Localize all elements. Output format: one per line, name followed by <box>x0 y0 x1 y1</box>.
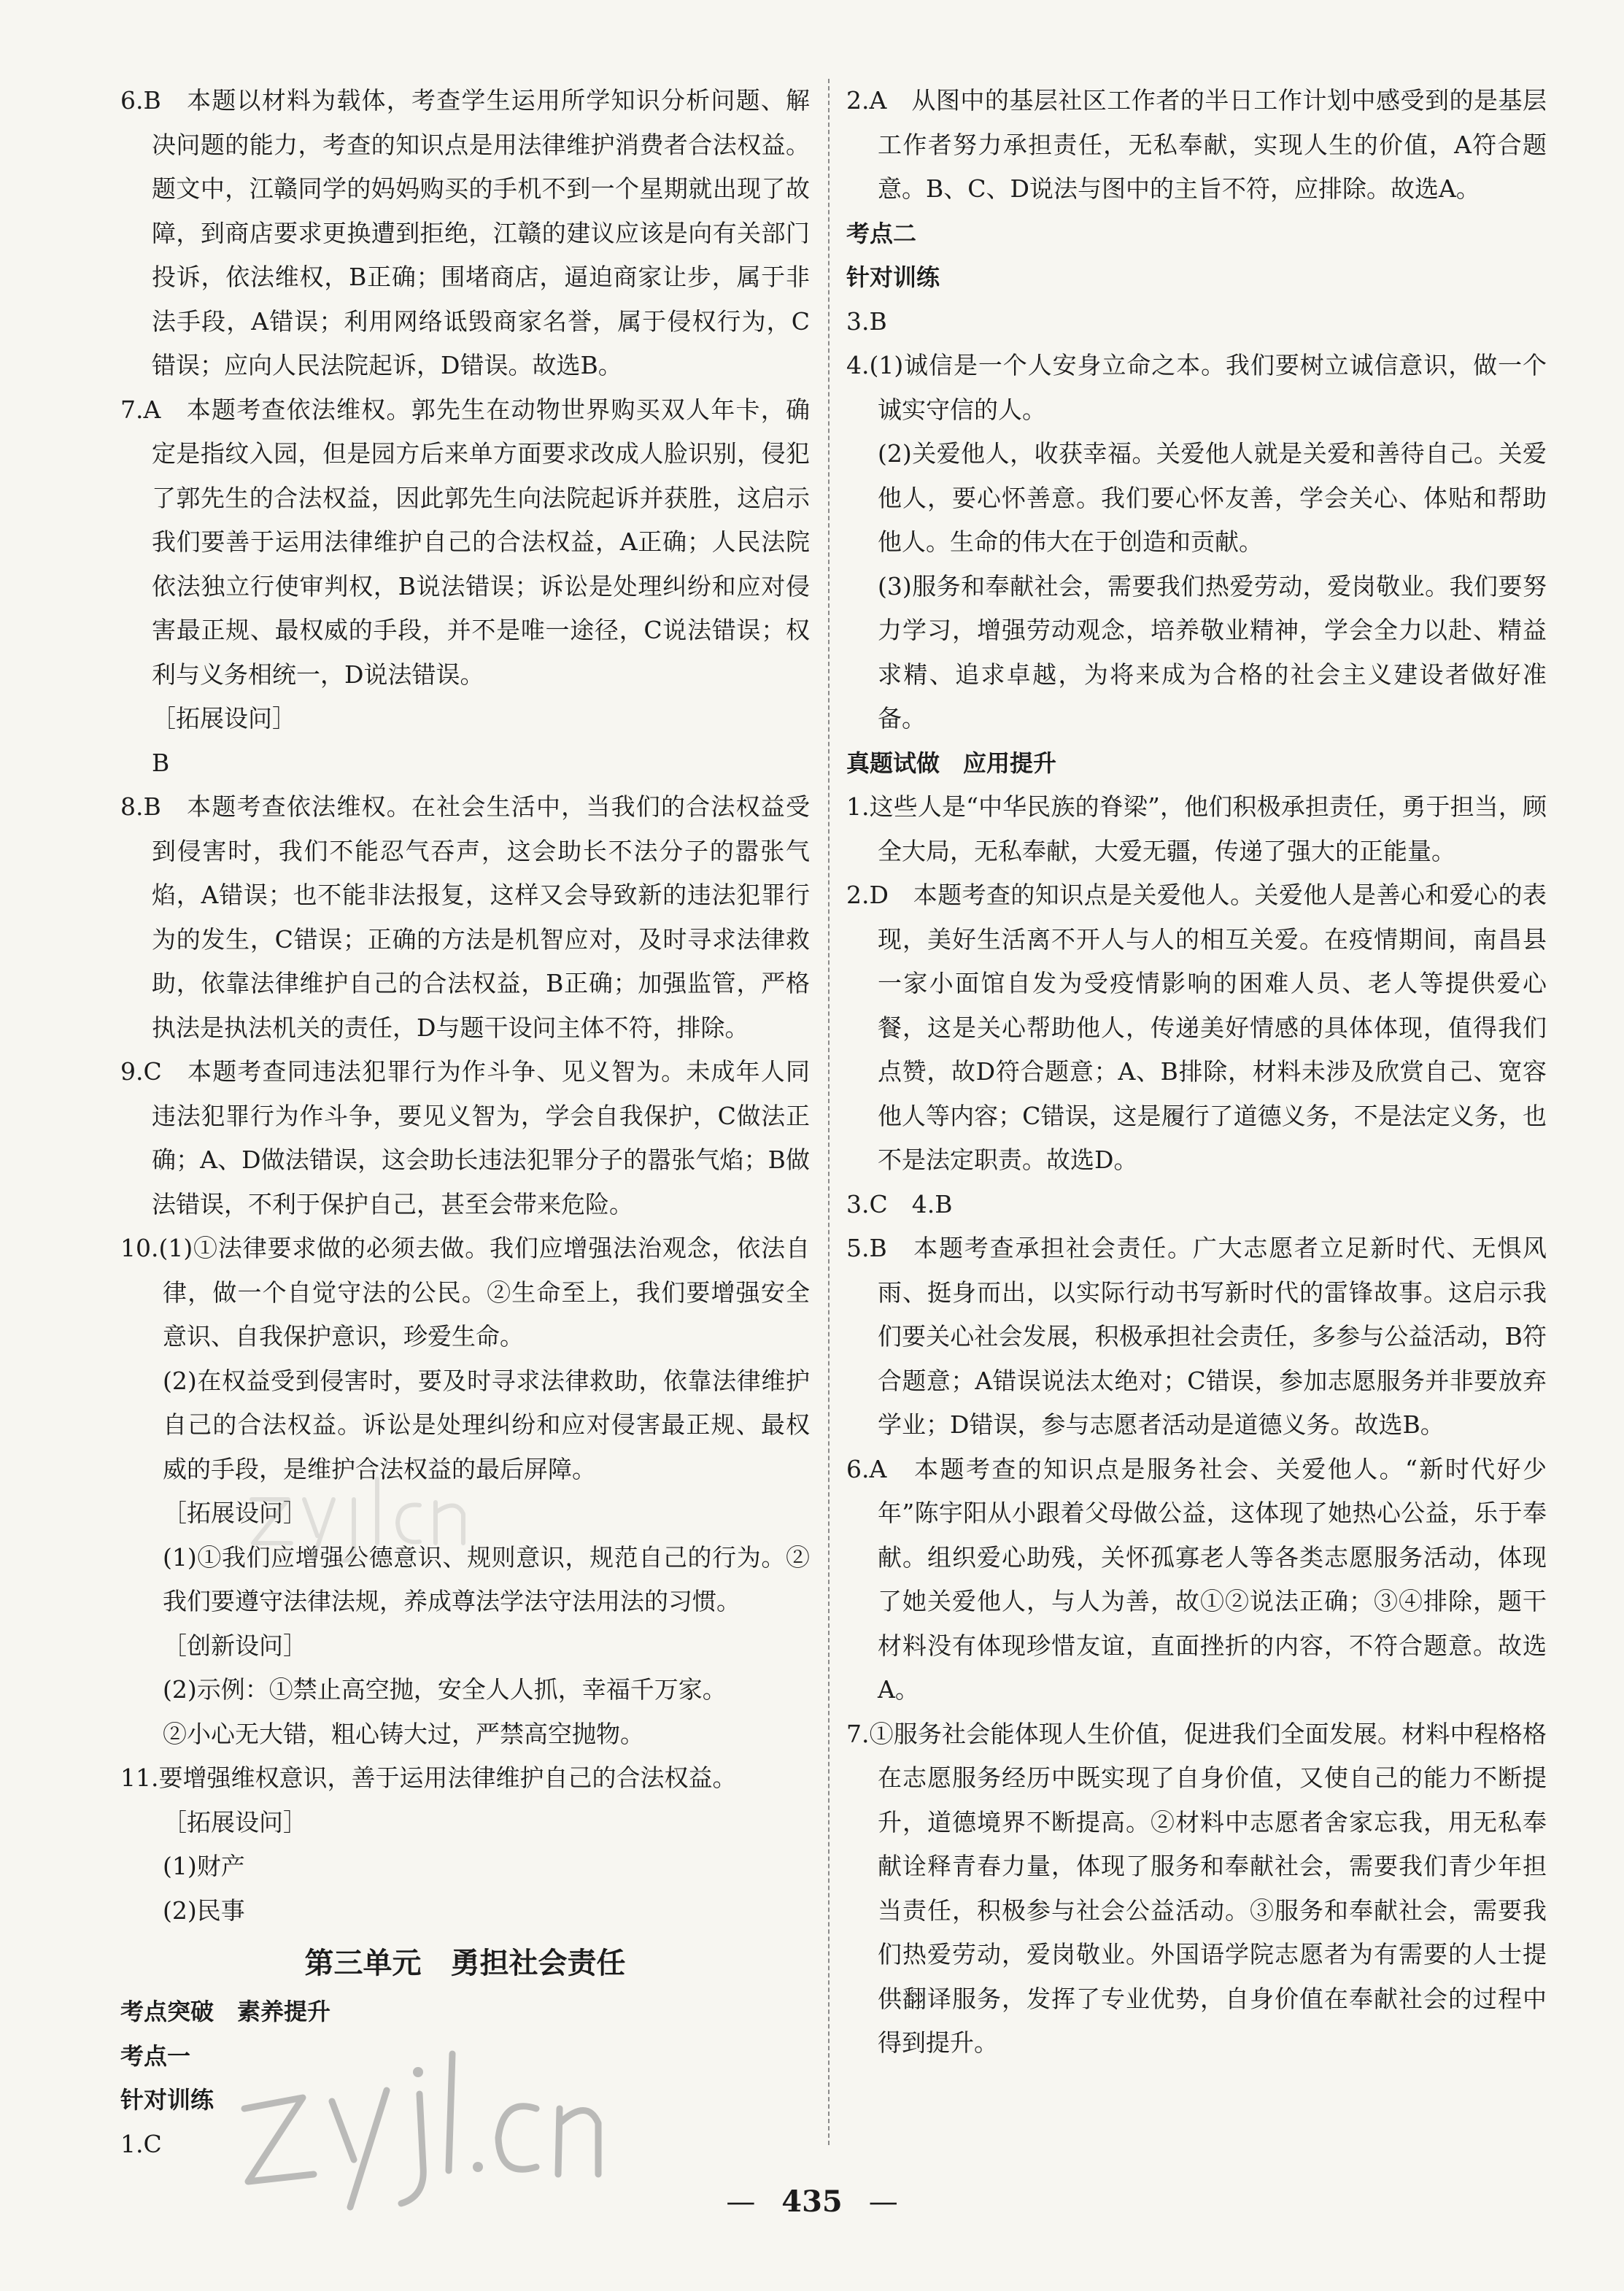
section-heading: 考点一 <box>120 2041 191 2070</box>
answer-paragraph: ②小心无大错，粗心铸大过，严禁高空抛物。 <box>163 1719 644 1748</box>
right-column <box>846 79 1547 2138</box>
answer-paragraph: (1)财产 <box>163 1852 245 1880</box>
answer-paragraph: 3.C 4.B <box>846 1189 953 1218</box>
page-number: 435 <box>781 2184 843 2219</box>
page-footer <box>0 2184 1624 2219</box>
left-column <box>120 79 810 2158</box>
answer-paragraph: (2)关爱他人，收获幸福。关爱他人就是关爱和善待自己。关爱他人，要心怀善意。我们要心怀友善，学会关心、体贴和帮助他人。生命的伟大在于创造和贡献。 <box>878 439 1547 556</box>
answer-paragraph: (2)在权益受到侵害时，要及时寻求法律救助，依靠法律维护自己的合法权益。诉讼是处理纠纷和应对侵害最正规、最权威的手段，是维护合法权益的最后屏障。 <box>163 1366 810 1483</box>
answer-paragraph: 1.C <box>120 2129 162 2158</box>
answer-paragraph: 7.①服务社会能体现人生价值，促进我们全面发展。材料中程格格在志愿服务经历中既实现了自身价值，又使自己的能力不断提升，道德境界不断提高。②材料中志愿者舍家忘我，用无私奉献诠释青春力量，体现了服务和奉献社会，需要我们青少年担当责任，积极参与社会公益活动。③服务和奉献社会，需要我们热爱劳动，爱岗敬业。外国语学院志愿者为有需要的人士提供翻译服务，发挥了专业优势，自身价值在奉献社会的过程中得到提升。 <box>846 1719 1547 2057</box>
section-heading: 针对训练 <box>846 263 940 291</box>
column-divider <box>828 79 830 2145</box>
answer-paragraph: 5.B 本题考查承担社会责任。广大志愿者立足新时代、无惧风雨、挺身而出，以实际行动书写新时代的雷锋故事。这启示我们要关心社会发展，积极承担社会责任，多参与公益活动，B符合题意；A错误说法太绝对；C错误，参加志愿服务并非要放弃学业；D错误，参与志愿者活动是道德义务。故选B。 <box>846 1234 1547 1439</box>
section-heading: 针对训练 <box>120 2086 214 2114</box>
answer-paragraph: ［创新设问］ <box>163 1631 307 1660</box>
watermark-logo-faint <box>244 1470 492 1565</box>
answer-paragraph: 11.要增强维权意识，善于运用法律维护自己的合法权益。 <box>120 1763 737 1792</box>
footer-dash-right: — <box>868 2185 898 2219</box>
answer-paragraph: 2.A 从图中的基层社区工作者的半日工作计划中感受到的是基层工作者努力承担责任，无私奉献，实现人生的价值，A符合题意。B、C、D说法与图中的主旨不符，应排除。故选A。 <box>846 86 1547 203</box>
answer-paragraph: 2.D 本题考查的知识点是关爱他人。关爱他人是善心和爱心的表现，美好生活离不开人与人的相互关爱。在疫情期间，南昌县一家小面馆自发为受疫情影响的困难人员、老人等提供爱心餐，这是关心帮助他人，传递美好情感的具体体现，值得我们点赞，故D符合题意；A、B排除，材料未涉及欣赏自己、宽容他人等内容；C错误，这是履行了道德义务，不是法定义务，也不是法定职责。故选D。 <box>846 881 1547 1174</box>
answer-paragraph: 6.A 本题考查的知识点是服务社会、关爱他人。“新时代好少年”陈宇阳从小跟着父母做公益，这体现了她热心公益，乐于奉献。组织爱心助残，关怀孤寡老人等各类志愿服务活动，体现了她关爱他人，与人为善，故①②说法正确；③④排除，题干材料没有体现珍惜友谊，直面挫折的内容，不符合题意。故选A。 <box>846 1454 1547 1704</box>
answer-paragraph: 3.B <box>846 306 887 336</box>
footer-dash-left: — <box>726 2185 756 2219</box>
answer-paragraph: 1.这些人是“中华民族的脊梁”，他们积极承担责任，勇于担当，顾全大局，无私奉献，大爱无疆，传递了强大的正能量。 <box>846 792 1547 865</box>
answer-paragraph: (1)①我们应增强公德意识、规则意识，规范自己的行为。②我们要遵守法律法规，养成尊法学法守法用法的习惯。 <box>163 1542 810 1615</box>
answer-paragraph: ［拓展设问］ <box>163 1499 307 1527</box>
answer-paragraph: 8.B 本题考查依法维权。在社会生活中，当我们的合法权益受到侵害时，我们不能忍气吞声，这会助长不法分子的嚣张气焰，A错误；也不能非法报复，这样又会导致新的违法犯罪行为的发生，C错误；正确的方法是机智应对，及时寻求法律救助，依靠法律维护自己的合法权益，B正确；加强监管，严格执法是执法机关的责任，D与题干设问主体不符，排除。 <box>120 792 810 1042</box>
answer-paragraph: (3)服务和奉献社会，需要我们热爱劳动，爱岗敬业。我们要努力学习，增强劳动观念，培养敬业精神，学会全力以赴、精益求精、追求卓越，为将来成为合格的社会主义建设者做好准备。 <box>878 571 1547 733</box>
answer-paragraph: B <box>152 748 170 777</box>
answer-paragraph: 7.A 本题考查依法维权。郭先生在动物世界购买双人年卡，确定是指纹入园，但是园方后来单方面要求改成人脸识别，侵犯了郭先生的合法权益，因此郭先生向法院起诉并获胜，这启示我们要善于运用法律维护自己的合法权益，A正确；人民法院依法独立行使审判权，B说法错误；诉讼是处理纠纷和应对侵害最正规、最权威的手段，并不是唯一途径，C说法错误；权利与义务相统一，D说法错误。 <box>120 395 810 689</box>
answer-paragraph: (2)示例：①禁止高空抛，安全人人抓，幸福千万家。 <box>163 1675 727 1704</box>
unit-title: 第三单元 勇担社会责任 <box>304 1947 626 1980</box>
answer-paragraph: (2)民事 <box>163 1896 245 1925</box>
answer-paragraph: ［拓展设问］ <box>152 704 296 733</box>
section-heading: 真题试做 应用提升 <box>846 749 1057 777</box>
section-heading: 考点突破 素养提升 <box>120 1998 331 2025</box>
answer-paragraph: 10.(1)①法律要求做的必须去做。我们应增强法治观念，依法自律，做一个自觉守法的公民。②生命至上，我们要增强安全意识、自我保护意识，珍爱生命。 <box>120 1234 810 1351</box>
answer-paragraph: ［拓展设问］ <box>163 1807 307 1836</box>
answer-paragraph: 4.(1)诚信是一个人安身立命之本。我们要树立诚信意识，做一个诚实守信的人。 <box>846 351 1547 424</box>
answer-paragraph: 9.C 本题考查同违法犯罪行为作斗争、见义智为。未成年人同违法犯罪行为作斗争，要见义智为，学会自我保护，C做法正确；A、D做法错误，这会助长违法犯罪分子的嚣张气焰；B做法错误，不利于保护自己，甚至会带来危险。 <box>120 1057 810 1218</box>
answer-paragraph: 6.B 本题以材料为载体，考查学生运用所学知识分析问题、解决问题的能力，考查的知识点是用法律维护消费者合法权益。题文中，江赣同学的妈妈购买的手机不到一个星期就出现了故障，到商店要求更换遭到拒绝，江赣的建议应该是向有关部门投诉，依法维权，B正确；围堵商店，逼迫商家让步，属于非法手段，A错误；利用网络诋毁商家名誉，属于侵权行为，C错误；应向人民法院起诉，D错误。故选B。 <box>120 86 810 379</box>
section-heading: 考点二 <box>846 219 917 247</box>
